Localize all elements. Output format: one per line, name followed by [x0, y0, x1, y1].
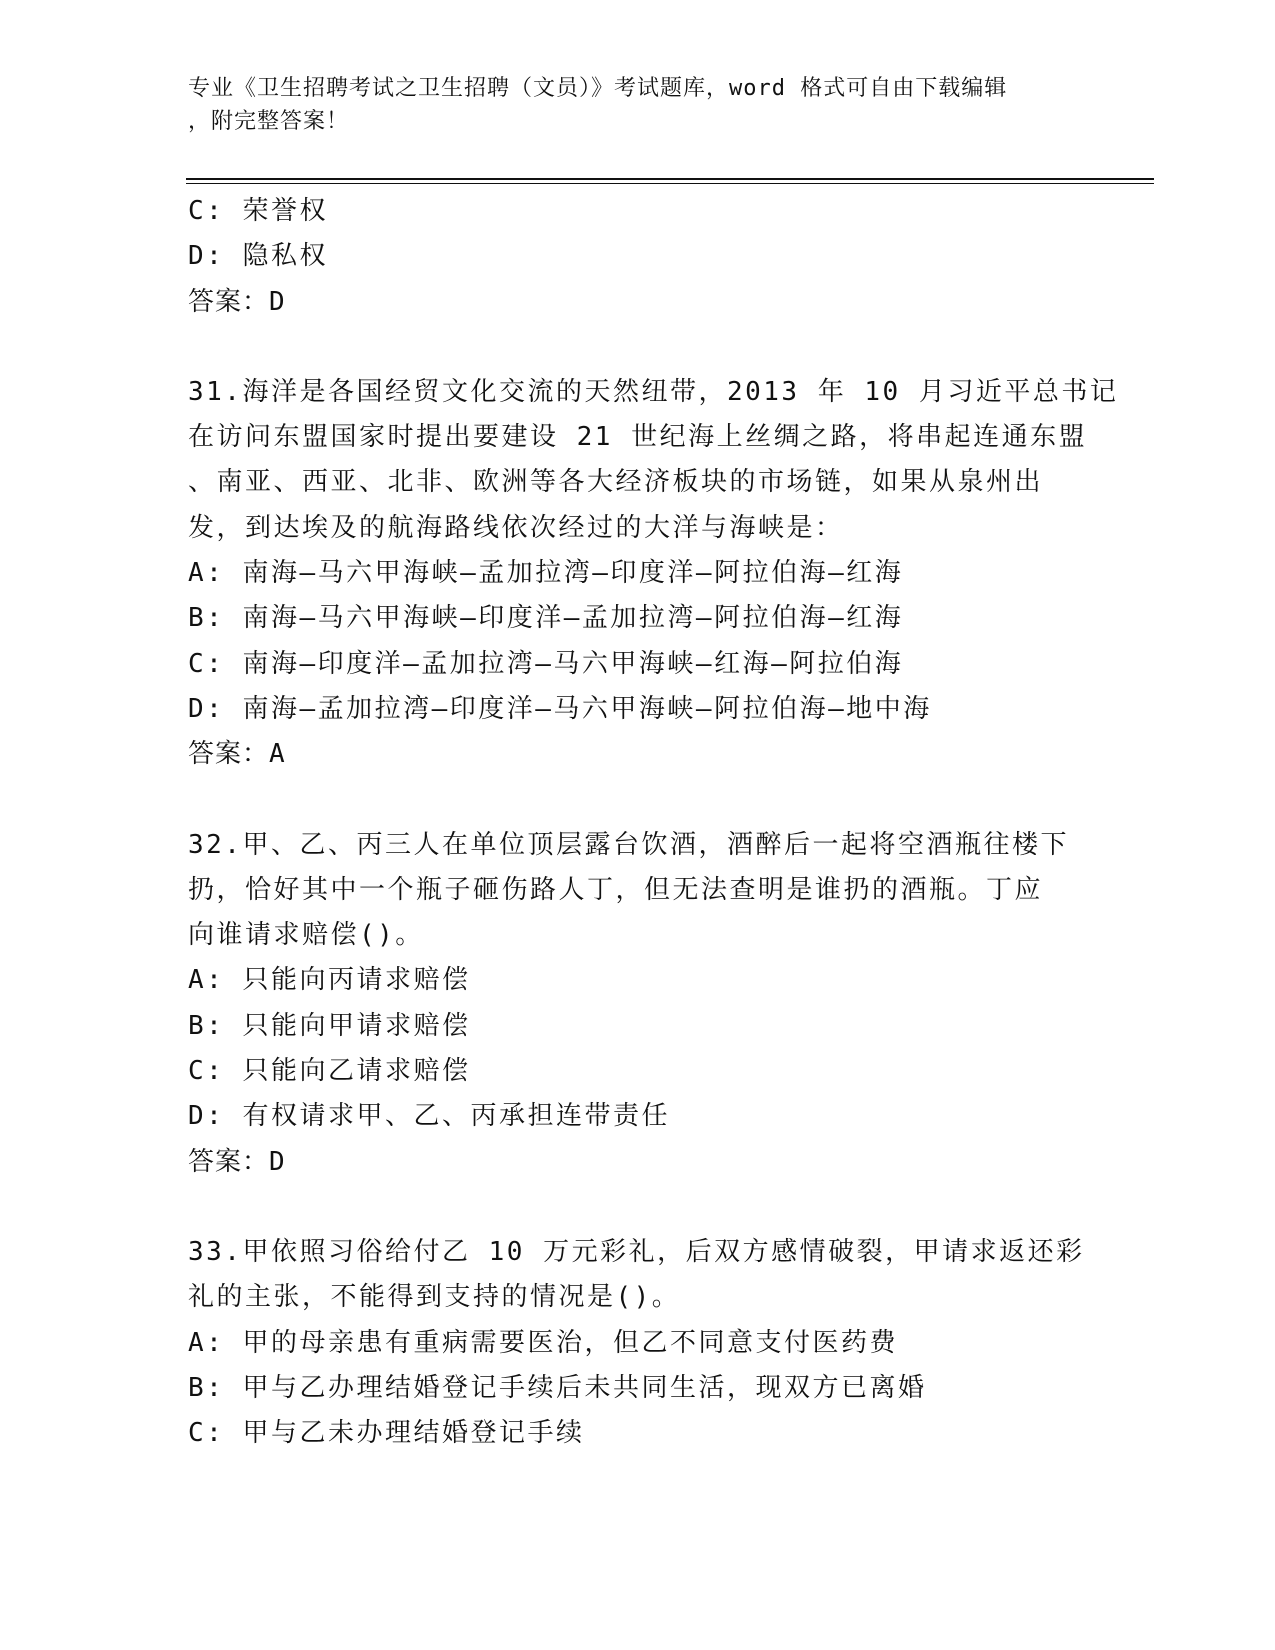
option-a: A: 甲的母亲患有重病需要医治，但乙不同意支付医药费 [188, 1327, 898, 1358]
option-c: C: 南海—印度洋—孟加拉湾—马六甲海峡—红海—阿拉伯海 [188, 648, 904, 679]
question-stem-line: 31.海洋是各国经贸文化交流的天然纽带，2013 年 10 月习近平总书记 [188, 376, 1119, 407]
header-line-1: 专业《卫生招聘考试之卫生招聘（文员）》考试题库，word 格式可自由下载编辑 [188, 76, 1008, 101]
question-stem-line: 32.甲、乙、丙三人在单位顶层露台饮酒，酒醉后一起将空酒瓶往楼下 [188, 829, 1069, 860]
option-c: C: 只能向乙请求赔偿 [188, 1056, 471, 1087]
question-stem-line: 向谁请求赔偿()。 [188, 920, 424, 951]
option-a: A: 南海—马六甲海峡—孟加拉湾—印度洋—阿拉伯海—红海 [188, 558, 904, 589]
header-line-2: ，附完整答案！ [188, 109, 350, 134]
question-30-tail [188, 189, 1088, 325]
question-stem-line: 在访问东盟国家时提出要建设 21 世纪海上丝绸之路，将串起连通东盟 [188, 422, 1088, 453]
option-b: B: 只能向甲请求赔偿 [188, 1010, 471, 1041]
spacer [188, 325, 1088, 370]
answer: 答案：A [188, 739, 286, 770]
option-d: D: 隐私权 [188, 241, 328, 272]
option-a: A: 只能向丙请求赔偿 [188, 965, 471, 996]
question-stem-line: 、南亚、西亚、北非、欧洲等各大经济板块的市场链，如果从泉州出 [188, 467, 1044, 498]
document-body [188, 189, 1119, 1456]
question-stem-line: 33.甲依照习俗给付乙 10 万元彩礼，后双方感情破裂，甲请求返还彩 [188, 1236, 1085, 1267]
question-33 [188, 1230, 1088, 1456]
answer: 答案：D [188, 286, 286, 317]
option-d: D: 南海—孟加拉湾—印度洋—马六甲海峡—阿拉伯海—地中海 [188, 693, 932, 724]
answer: 答案：D [188, 1146, 286, 1177]
header-rule-thin [186, 183, 1154, 184]
question-stem-line: 礼的主张，不能得到支持的情况是()。 [188, 1282, 681, 1313]
option-d: D: 有权请求甲、乙、丙承担连带责任 [188, 1101, 670, 1132]
question-stem-line: 发，到达埃及的航海路线依次经过的大洋与海峡是： [188, 512, 844, 543]
spacer [188, 1185, 1088, 1230]
question-32 [188, 823, 1088, 1185]
option-c: C: 荣誉权 [188, 196, 328, 226]
option-b: B: 甲与乙办理结婚登记手续后未共同生活，现双方已离婚 [188, 1372, 927, 1403]
question-31 [188, 370, 1119, 778]
document-header [188, 72, 1068, 138]
spacer [188, 778, 1088, 823]
option-b: B: 南海—马六甲海峡—印度洋—孟加拉湾—阿拉伯海—红海 [188, 603, 904, 634]
option-c: C: 甲与乙未办理结婚登记手续 [188, 1418, 585, 1449]
question-stem-line: 扔，恰好其中一个瓶子砸伤路人丁，但无法查明是谁扔的酒瓶。丁应 [188, 874, 1044, 905]
header-rule-thick [186, 178, 1154, 180]
